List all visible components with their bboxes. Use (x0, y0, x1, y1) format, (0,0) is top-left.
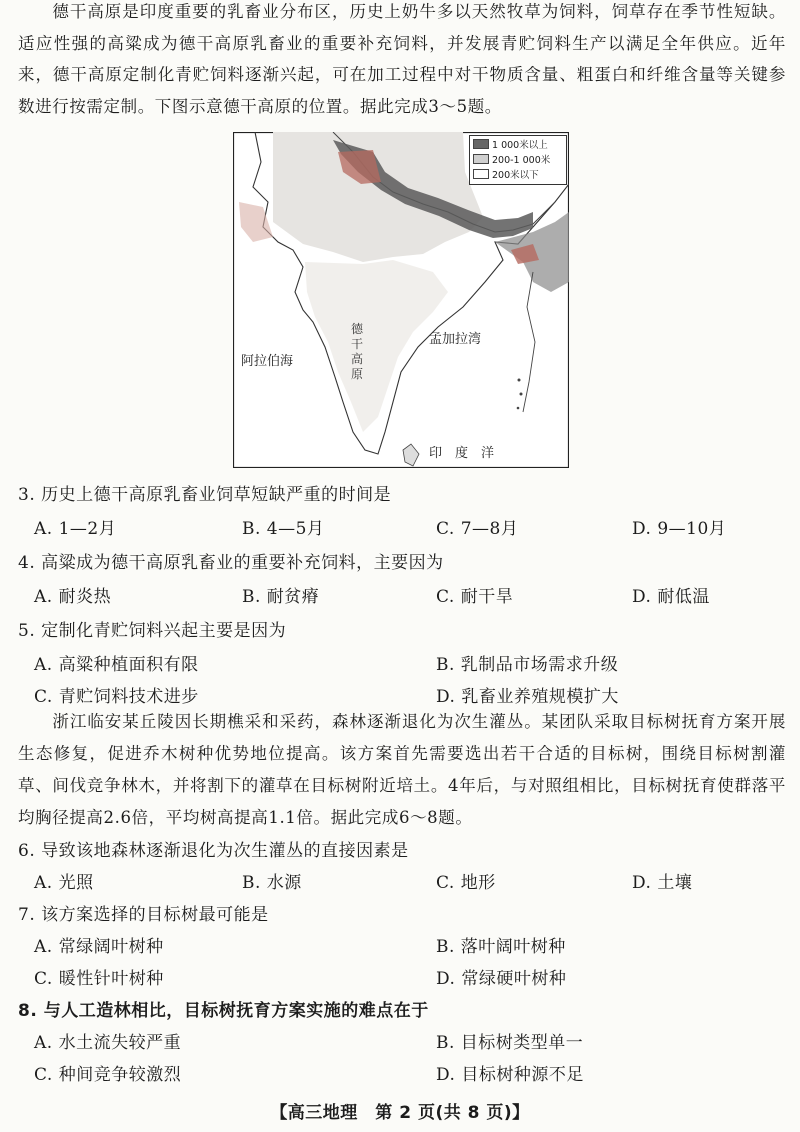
legend-swatch-low (473, 169, 489, 179)
q3-option-a[interactable]: A. 1—2月 (34, 519, 117, 539)
q5-option-a[interactable]: A. 高粱种植面积有限 (34, 655, 199, 675)
q4-option-a[interactable]: A. 耐炎热 (34, 587, 112, 607)
q4-option-b[interactable]: B. 耐贫瘠 (242, 587, 320, 607)
q5-option-b[interactable]: B. 乳制品市场需求升级 (436, 655, 619, 675)
question-5-stem: 5. 定制化青贮饲料兴起主要是因为 (18, 621, 287, 641)
q7-option-a[interactable]: A. 常绿阔叶树种 (34, 937, 164, 957)
q6-option-c[interactable]: C. 地形 (436, 873, 496, 893)
passage-deccan: 德干高原是印度重要的乳畜业分布区，历史上奶牛多以天然牧草为饲料，饲草存在季节性短缺。适应性强的高粱成为德干高原乳畜业的重要补充饲料，并发展青贮饲料生产以满足全年供应。近年来，德干高原定制化青贮饲料逐渐兴起，可在加工过程中对干物质含量、粗蛋白和纤维含量等关键参数进行按需定制。下图示意德干高原的位置。据此完成3～5题。 (18, 2, 786, 116)
question-7-stem: 7. 该方案选择的目标树最可能是 (18, 905, 269, 925)
q3-option-d[interactable]: D. 9—10月 (632, 519, 727, 539)
legend-swatch-mid (473, 154, 489, 164)
label-indian-ocean: 印 度 洋 (429, 446, 495, 461)
label-arabian-sea: 阿拉伯海 (241, 354, 294, 369)
q4-option-d[interactable]: D. 耐低温 (632, 587, 710, 607)
question-6-stem: 6. 导致该地森林逐渐退化为次生灌丛的直接因素是 (18, 841, 409, 861)
page-footer: 【高三地理 第 2 页(共 8 页)】 (270, 1103, 530, 1123)
q7-option-c[interactable]: C. 暖性针叶树种 (34, 969, 164, 989)
q4-option-c[interactable]: C. 耐干旱 (436, 587, 514, 607)
q8-option-a[interactable]: A. 水土流失较严重 (34, 1033, 182, 1053)
q3-option-c[interactable]: C. 7—8月 (436, 519, 519, 539)
q6-option-d[interactable]: D. 土壤 (632, 873, 693, 893)
q8-option-b[interactable]: B. 目标树类型单一 (436, 1033, 584, 1053)
legend-swatch-high (473, 139, 489, 149)
q7-option-d[interactable]: D. 常绿硬叶树种 (436, 969, 567, 989)
passage-linan-forest: 浙江临安某丘陵因长期樵采和采药，森林逐渐退化为次生灌丛。某团队采取目标树抚育方案开展生态修复，促进乔木树种优势地位提高。该方案首先需要选出若干合适的目标树，围绕目标树割灌草、间伐竞争林木，并将割下的灌草在目标树附近培土。4年后，与对照组相比，目标树抚育使群落平均胸径提高2.6倍，平均树高提高1.1倍。据此完成6～8题。 (18, 712, 786, 827)
label-deccan-plateau: 德干高原 (351, 322, 364, 381)
legend-item-mid: 200-1 000米 (470, 151, 566, 166)
q5-option-d[interactable]: D. 乳畜业养殖规模扩大 (436, 687, 619, 707)
q8-option-c[interactable]: C. 种间竞争较激烈 (34, 1065, 182, 1085)
question-8-stem: 8. 与人工造林相比，目标树抚育方案实施的难点在于 (18, 1001, 429, 1021)
label-bay-of-bengal: 孟加拉湾 (429, 332, 482, 347)
question-4-stem: 4. 高粱成为德干高原乳畜业的重要补充饲料，主要因为 (18, 553, 444, 573)
india-map-figure (233, 132, 569, 468)
legend-item-high: 1 000米以上 (470, 136, 566, 151)
legend-item-low: 200米以下 (470, 166, 566, 181)
q5-option-c[interactable]: C. 青贮饲料技术进步 (34, 687, 199, 707)
q7-option-b[interactable]: B. 落叶阔叶树种 (436, 937, 566, 957)
q6-option-b[interactable]: B. 水源 (242, 873, 302, 893)
q8-option-d[interactable]: D. 目标树种源不足 (436, 1065, 584, 1085)
question-3-stem: 3. 历史上德干高原乳畜业饲草短缺严重的时间是 (18, 485, 392, 505)
q3-option-b[interactable]: B. 4—5月 (242, 519, 325, 539)
map-legend (469, 135, 567, 185)
q6-option-a[interactable]: A. 光照 (34, 873, 94, 893)
